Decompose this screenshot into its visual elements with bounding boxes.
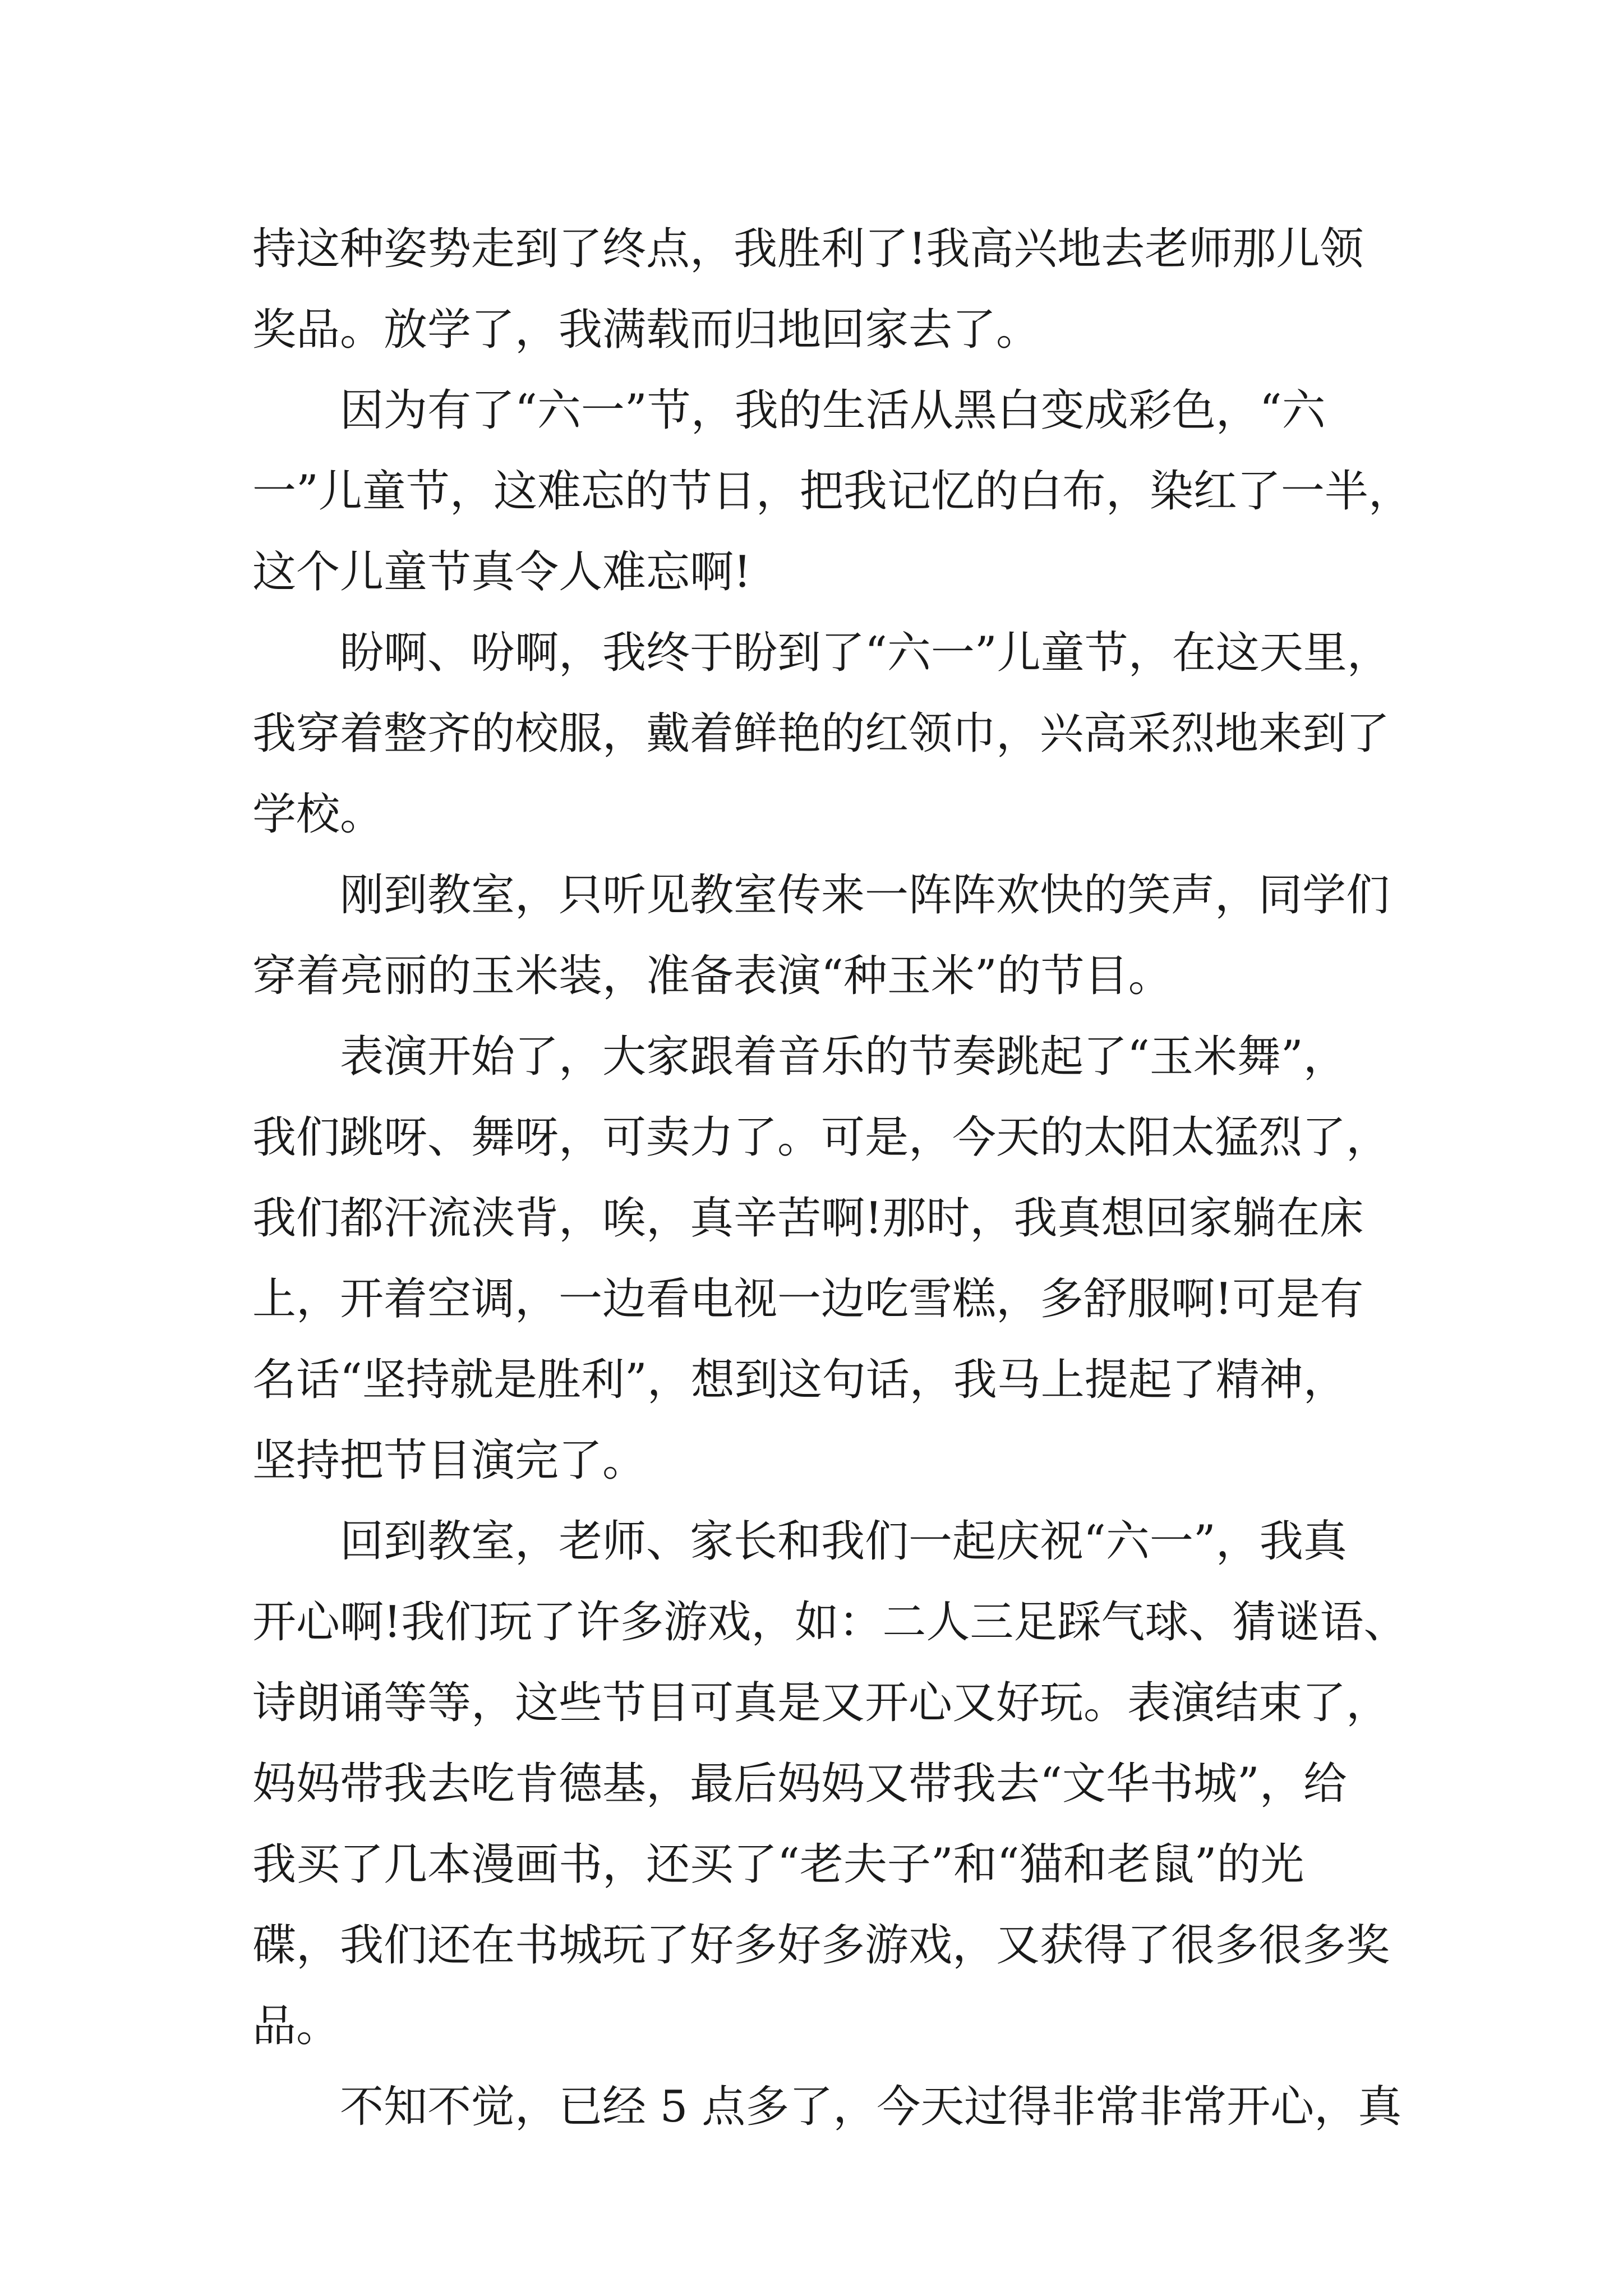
document-body bbox=[252, 209, 1412, 2147]
text-line: 我们跳呀、舞呀，可卖力了。可是，今天的太阳太猛烈了， bbox=[252, 1112, 1390, 1163]
text-line: 刚到教室，只听见教室传来一阵阵欢快的笑声，同学们 bbox=[340, 870, 1390, 921]
text-line: 名话“坚持就是胜利”，想到这句话，我马上提起了精神， bbox=[252, 1355, 1347, 1405]
text-line: 上，开着空调，一边看电视一边吃雪糕，多舒服啊!可是有 bbox=[252, 1274, 1364, 1324]
text-line: 持这种姿势走到了终点，我胜利了!我高兴地去老师那儿领 bbox=[252, 224, 1364, 274]
text-line: 穿着亮丽的玉米装，准备表演“种玉米”的节目。 bbox=[252, 951, 1172, 1001]
text-line: 我们都汗流浃背，唉，真辛苦啊!那时，我真想回家躺在床 bbox=[252, 1193, 1364, 1244]
text-line: 品。 bbox=[252, 2001, 340, 2051]
text-line: 坚持把节目演完了。 bbox=[252, 1435, 647, 1486]
text-line: 盼啊、吩啊，我终于盼到了“六一”儿童节，在这天里， bbox=[340, 628, 1391, 678]
text-line: 这个儿童节真令人难忘啊! bbox=[252, 547, 751, 597]
text-line: 碟，我们还在书城玩了好多好多游戏，又获得了很多很多奖 bbox=[252, 1920, 1390, 1971]
text-line: 一”儿童节，这难忘的节日，把我记忆的白布，染红了一半， bbox=[252, 466, 1412, 517]
text-line: 我穿着整齐的校服，戴着鲜艳的红领巾，兴高采烈地来到了 bbox=[252, 708, 1390, 759]
text-line: 不知不觉，已经 5 点多了，今天过得非常非常开心，真 bbox=[340, 2082, 1402, 2132]
text-line: 学校。 bbox=[252, 789, 384, 840]
text-line: 表演开始了，大家跟着音乐的节奏跳起了“玉米舞”， bbox=[340, 1032, 1347, 1082]
text-line: 因为有了“六一”节，我的生活从黑白变成彩色，“六 bbox=[340, 385, 1326, 436]
text-line: 奖品。放学了，我满载而归地回家去了。 bbox=[252, 305, 1040, 355]
text-line: 妈妈带我去吃肯德基，最后妈妈又带我去“文华书城”，给 bbox=[252, 1759, 1347, 1809]
text-line: 我买了几本漫画书，还买了“老夫子”和“猫和老鼠”的光 bbox=[252, 1839, 1304, 1890]
text-line: 回到教室，老师、家长和我们一起庆祝“六一”，我真 bbox=[340, 1516, 1347, 1567]
text-line: 诗朗诵等等，这些节目可真是又开心又好玩。表演结束了， bbox=[252, 1678, 1390, 1728]
text-line: 开心啊!我们玩了许多游戏，如：二人三足踩气球、猜谜语、 bbox=[252, 1597, 1408, 1648]
